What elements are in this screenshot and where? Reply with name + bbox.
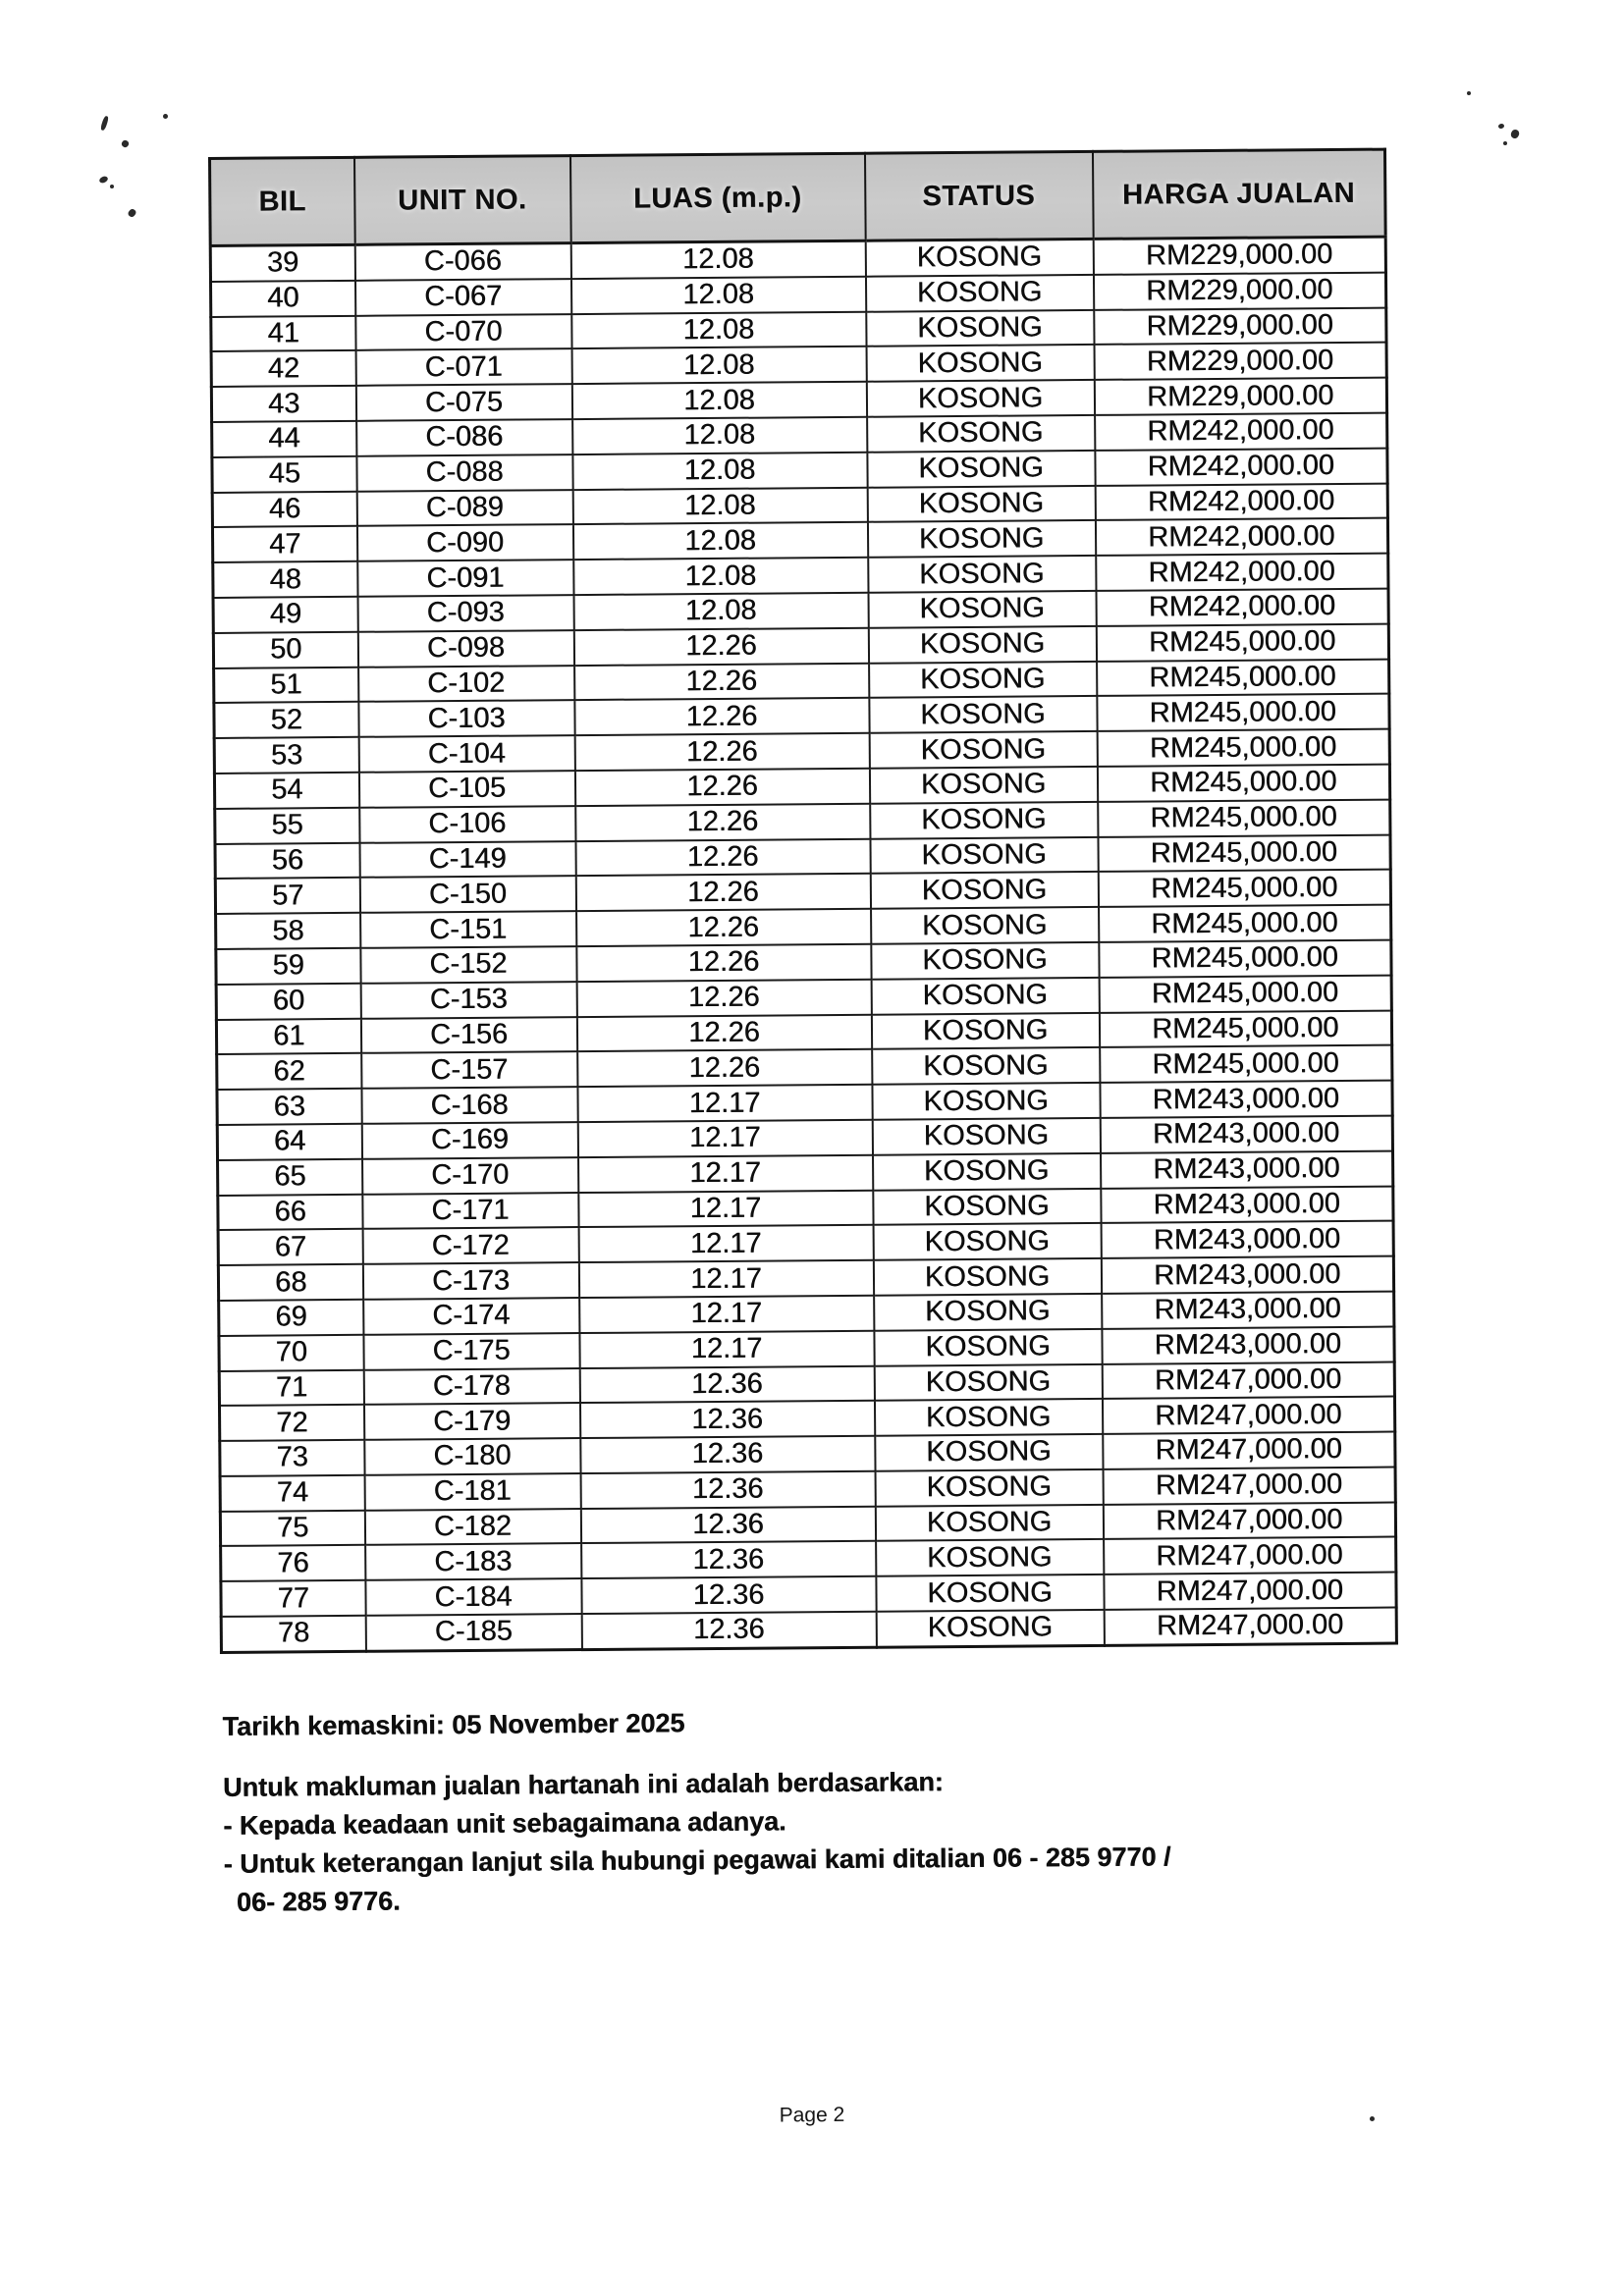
cell-unit-no: C-151 bbox=[360, 911, 576, 948]
cell-unit-no: C-104 bbox=[358, 735, 574, 773]
cell-luas-mp: 12.36 bbox=[580, 1471, 875, 1509]
cell-status: KOSONG bbox=[871, 907, 1099, 944]
cell-unit-no: C-152 bbox=[360, 946, 576, 984]
cell-unit-no: C-184 bbox=[365, 1578, 581, 1616]
cell-unit-no: C-091 bbox=[357, 560, 573, 597]
column-header-harga-jualan: HARGA JUALAN bbox=[1092, 149, 1385, 239]
cell-luas-mp: 12.36 bbox=[580, 1436, 875, 1473]
cell-luas-mp: 12.26 bbox=[576, 979, 871, 1016]
cell-unit-no: C-150 bbox=[359, 876, 575, 913]
note-condition: - Kepada keadaan unit sebagaimana adanya. bbox=[223, 1806, 786, 1841]
info-heading: Untuk makluman jualan hartanah ini adalah berdasarkan: bbox=[222, 1767, 944, 1802]
cell-harga-jualan: RM245,000.00 bbox=[1099, 975, 1391, 1012]
scan-speck bbox=[1503, 141, 1507, 145]
scan-speck bbox=[127, 208, 137, 219]
cell-luas-mp: 12.26 bbox=[576, 1014, 871, 1051]
cell-status: KOSONG bbox=[872, 1118, 1100, 1155]
cell-status: KOSONG bbox=[874, 1399, 1102, 1436]
cell-bil: 42 bbox=[211, 350, 355, 387]
scan-speck bbox=[98, 175, 109, 184]
cell-status: KOSONG bbox=[865, 239, 1093, 276]
cell-luas-mp: 12.08 bbox=[571, 382, 866, 419]
cell-unit-no: C-093 bbox=[357, 595, 573, 632]
cell-unit-no: C-170 bbox=[362, 1157, 578, 1195]
cell-bil: 75 bbox=[220, 1510, 364, 1546]
cell-harga-jualan: RM247,000.00 bbox=[1102, 1362, 1394, 1399]
cell-harga-jualan: RM247,000.00 bbox=[1103, 1432, 1395, 1469]
cell-unit-no: C-102 bbox=[358, 666, 574, 703]
cell-status: KOSONG bbox=[867, 520, 1095, 558]
cell-luas-mp: 12.36 bbox=[579, 1365, 874, 1403]
cell-unit-no: C-172 bbox=[362, 1227, 578, 1264]
cell-unit-no: C-174 bbox=[363, 1298, 579, 1335]
cell-harga-jualan: RM245,000.00 bbox=[1099, 905, 1391, 942]
scan-speck bbox=[1509, 129, 1520, 140]
cell-harga-jualan: RM229,000.00 bbox=[1094, 343, 1386, 380]
cell-harga-jualan: RM245,000.00 bbox=[1098, 870, 1390, 907]
cell-harga-jualan: RM245,000.00 bbox=[1098, 834, 1390, 872]
column-header-unit-no: UNIT NO. bbox=[354, 156, 571, 245]
cell-status: KOSONG bbox=[874, 1294, 1102, 1331]
cell-bil: 64 bbox=[217, 1124, 361, 1160]
cell-harga-jualan: RM243,000.00 bbox=[1101, 1221, 1393, 1258]
cell-bil: 58 bbox=[216, 913, 360, 949]
cell-status: KOSONG bbox=[869, 767, 1097, 804]
note-contact-phone: 06- 285 9776. bbox=[236, 1886, 401, 1917]
cell-status: KOSONG bbox=[866, 310, 1094, 347]
cell-status: KOSONG bbox=[869, 731, 1097, 769]
cell-harga-jualan: RM243,000.00 bbox=[1101, 1186, 1393, 1223]
cell-luas-mp: 12.17 bbox=[578, 1154, 873, 1192]
cell-unit-no: C-089 bbox=[356, 490, 572, 527]
cell-luas-mp: 12.17 bbox=[579, 1330, 874, 1367]
cell-bil: 73 bbox=[220, 1440, 364, 1476]
cell-bil: 57 bbox=[215, 878, 359, 914]
cell-bil: 48 bbox=[213, 561, 357, 598]
cell-bil: 66 bbox=[218, 1194, 362, 1230]
cell-status: KOSONG bbox=[868, 556, 1096, 593]
cell-harga-jualan: RM247,000.00 bbox=[1103, 1467, 1395, 1504]
cell-bil: 62 bbox=[217, 1053, 361, 1090]
cell-bil: 49 bbox=[213, 597, 357, 633]
cell-harga-jualan: RM229,000.00 bbox=[1094, 378, 1386, 415]
cell-harga-jualan: RM247,000.00 bbox=[1104, 1573, 1396, 1610]
cell-unit-no: C-086 bbox=[356, 419, 572, 456]
cell-luas-mp: 12.36 bbox=[579, 1401, 874, 1438]
cell-bil: 59 bbox=[216, 948, 360, 985]
cell-luas-mp: 12.08 bbox=[572, 522, 867, 560]
cell-luas-mp: 12.08 bbox=[570, 240, 865, 279]
scan-speck bbox=[100, 116, 109, 132]
cell-luas-mp: 12.26 bbox=[574, 698, 869, 735]
cell-unit-no: C-153 bbox=[360, 982, 576, 1019]
cell-status: KOSONG bbox=[874, 1329, 1102, 1366]
cell-harga-jualan: RM247,000.00 bbox=[1104, 1608, 1396, 1646]
cell-status: KOSONG bbox=[871, 978, 1099, 1015]
cell-luas-mp: 12.17 bbox=[578, 1260, 873, 1298]
scan-speck bbox=[110, 185, 114, 188]
cell-luas-mp: 12.26 bbox=[577, 1049, 872, 1087]
cell-harga-jualan: RM243,000.00 bbox=[1100, 1150, 1392, 1188]
column-header-luas-mp: LUAS (m.p.) bbox=[570, 153, 866, 242]
cell-harga-jualan: RM229,000.00 bbox=[1094, 307, 1386, 345]
cell-bil: 55 bbox=[215, 808, 359, 844]
cell-harga-jualan: RM245,000.00 bbox=[1097, 729, 1389, 767]
cell-harga-jualan: RM245,000.00 bbox=[1097, 765, 1389, 802]
cell-luas-mp: 12.17 bbox=[578, 1225, 873, 1262]
cell-harga-jualan: RM229,000.00 bbox=[1093, 272, 1385, 309]
sales-info-block bbox=[223, 1759, 1451, 1922]
cell-harga-jualan: RM242,000.00 bbox=[1095, 483, 1387, 520]
cell-status: KOSONG bbox=[876, 1610, 1104, 1647]
cell-harga-jualan: RM245,000.00 bbox=[1097, 694, 1389, 731]
cell-unit-no: C-157 bbox=[361, 1051, 577, 1089]
cell-unit-no: C-183 bbox=[365, 1544, 581, 1581]
cell-luas-mp: 12.26 bbox=[575, 838, 870, 876]
cell-bil: 41 bbox=[211, 315, 355, 351]
column-header-status: STATUS bbox=[864, 151, 1093, 240]
cell-unit-no: C-075 bbox=[355, 384, 571, 421]
cell-bil: 68 bbox=[218, 1264, 362, 1301]
cell-bil: 52 bbox=[214, 702, 358, 738]
scan-speck bbox=[1467, 91, 1471, 95]
cell-harga-jualan: RM245,000.00 bbox=[1100, 1045, 1392, 1083]
cell-status: KOSONG bbox=[873, 1223, 1101, 1260]
cell-status: KOSONG bbox=[872, 1083, 1100, 1120]
cell-bil: 40 bbox=[210, 281, 354, 317]
cell-luas-mp: 12.17 bbox=[579, 1296, 874, 1333]
cell-status: KOSONG bbox=[865, 275, 1093, 312]
cell-bil: 61 bbox=[216, 1018, 360, 1054]
cell-unit-no: C-067 bbox=[354, 279, 570, 316]
cell-status: KOSONG bbox=[868, 591, 1096, 628]
page-number: Page 2 bbox=[779, 2103, 845, 2127]
price-list-table bbox=[208, 148, 1398, 1654]
cell-unit-no: C-070 bbox=[355, 314, 571, 351]
cell-luas-mp: 12.36 bbox=[581, 1576, 876, 1614]
cell-harga-jualan: RM247,000.00 bbox=[1102, 1397, 1394, 1434]
cell-status: KOSONG bbox=[875, 1505, 1103, 1542]
cell-status: KOSONG bbox=[867, 485, 1095, 522]
cell-status: KOSONG bbox=[869, 661, 1097, 698]
cell-unit-no: C-181 bbox=[364, 1473, 580, 1511]
cell-unit-no: C-105 bbox=[358, 771, 574, 808]
cell-unit-no: C-179 bbox=[363, 1403, 579, 1440]
cell-bil: 74 bbox=[220, 1475, 364, 1512]
cell-bil: 56 bbox=[215, 842, 359, 879]
cell-status: KOSONG bbox=[868, 626, 1096, 664]
cell-status: KOSONG bbox=[867, 415, 1095, 453]
cell-unit-no: C-180 bbox=[364, 1438, 580, 1475]
cell-status: KOSONG bbox=[875, 1434, 1103, 1471]
cell-luas-mp: 12.26 bbox=[575, 803, 870, 840]
cell-harga-jualan: RM245,000.00 bbox=[1099, 1010, 1391, 1047]
cell-luas-mp: 12.36 bbox=[581, 1541, 876, 1578]
cell-harga-jualan: RM245,000.00 bbox=[1098, 799, 1390, 836]
cell-unit-no: C-175 bbox=[363, 1333, 579, 1370]
table-body bbox=[210, 237, 1396, 1652]
cell-bil: 50 bbox=[213, 632, 357, 668]
cell-unit-no: C-088 bbox=[356, 454, 572, 492]
cell-luas-mp: 12.08 bbox=[573, 558, 868, 595]
cell-bil: 47 bbox=[212, 526, 356, 562]
cell-luas-mp: 12.26 bbox=[576, 909, 871, 946]
cell-harga-jualan: RM242,000.00 bbox=[1096, 554, 1388, 591]
cell-harga-jualan: RM243,000.00 bbox=[1100, 1081, 1392, 1118]
cell-unit-no: C-185 bbox=[365, 1614, 581, 1651]
cell-luas-mp: 12.17 bbox=[578, 1190, 873, 1227]
cell-bil: 45 bbox=[212, 456, 356, 493]
cell-bil: 78 bbox=[221, 1616, 365, 1652]
cell-status: KOSONG bbox=[876, 1539, 1104, 1576]
cell-bil: 72 bbox=[219, 1405, 363, 1441]
cell-bil: 65 bbox=[218, 1159, 362, 1196]
cell-harga-jualan: RM245,000.00 bbox=[1096, 623, 1388, 661]
cell-unit-no: C-171 bbox=[362, 1193, 578, 1230]
cell-luas-mp: 12.36 bbox=[580, 1506, 875, 1543]
cell-bil: 54 bbox=[214, 773, 358, 809]
cell-bil: 46 bbox=[212, 491, 356, 527]
cell-luas-mp: 12.26 bbox=[576, 944, 871, 982]
cell-luas-mp: 12.26 bbox=[574, 663, 869, 700]
cell-harga-jualan: RM245,000.00 bbox=[1099, 939, 1391, 977]
cell-harga-jualan: RM242,000.00 bbox=[1095, 448, 1387, 485]
cell-bil: 44 bbox=[212, 421, 356, 457]
cell-unit-no: C-071 bbox=[355, 348, 571, 386]
cell-unit-no: C-066 bbox=[354, 243, 570, 281]
cell-harga-jualan: RM243,000.00 bbox=[1100, 1115, 1392, 1152]
cell-bil: 70 bbox=[219, 1334, 363, 1370]
cell-harga-jualan: RM229,000.00 bbox=[1093, 237, 1385, 275]
cell-status: KOSONG bbox=[871, 1012, 1099, 1049]
cell-luas-mp: 12.26 bbox=[575, 874, 870, 911]
cell-luas-mp: 12.08 bbox=[572, 453, 867, 490]
cell-unit-no: C-182 bbox=[364, 1509, 580, 1546]
cell-unit-no: C-173 bbox=[362, 1262, 578, 1300]
cell-unit-no: C-178 bbox=[363, 1368, 579, 1406]
cell-unit-no: C-156 bbox=[360, 1017, 576, 1054]
cell-harga-jualan: RM247,000.00 bbox=[1104, 1537, 1396, 1575]
cell-harga-jualan: RM243,000.00 bbox=[1101, 1256, 1393, 1294]
cell-status: KOSONG bbox=[873, 1258, 1101, 1296]
cell-status: KOSONG bbox=[874, 1363, 1102, 1401]
cell-status: KOSONG bbox=[875, 1469, 1103, 1507]
document-content bbox=[208, 147, 1412, 2217]
cell-bil: 67 bbox=[218, 1229, 362, 1265]
cell-luas-mp: 12.08 bbox=[571, 311, 866, 348]
cell-status: KOSONG bbox=[869, 696, 1097, 733]
cell-bil: 43 bbox=[211, 386, 355, 422]
cell-harga-jualan: RM243,000.00 bbox=[1102, 1326, 1394, 1363]
table-header bbox=[210, 149, 1386, 245]
cell-unit-no: C-169 bbox=[361, 1122, 577, 1159]
cell-luas-mp: 12.17 bbox=[577, 1120, 872, 1157]
cell-status: KOSONG bbox=[866, 345, 1094, 382]
cell-bil: 63 bbox=[217, 1089, 361, 1125]
cell-harga-jualan: RM243,000.00 bbox=[1102, 1291, 1394, 1328]
cell-luas-mp: 12.08 bbox=[570, 277, 865, 314]
cell-luas-mp: 12.26 bbox=[573, 628, 868, 666]
cell-harga-jualan: RM242,000.00 bbox=[1095, 413, 1387, 451]
cell-status: KOSONG bbox=[866, 380, 1094, 417]
note-contact: - Untuk keterangan lanjut sila hubungi pegawai kami ditalian 06 - 285 9770 / bbox=[223, 1842, 1171, 1879]
cell-luas-mp: 12.08 bbox=[571, 347, 866, 384]
cell-bil: 71 bbox=[219, 1369, 363, 1406]
cell-status: KOSONG bbox=[872, 1047, 1100, 1085]
updated-date-line: Tarikh kemaskini: 05 November 2025 bbox=[222, 1708, 685, 1741]
cell-luas-mp: 12.36 bbox=[581, 1612, 876, 1650]
cell-luas-mp: 12.26 bbox=[574, 733, 869, 771]
cell-bil: 51 bbox=[214, 667, 358, 703]
cell-unit-no: C-149 bbox=[359, 841, 575, 879]
cell-status: KOSONG bbox=[876, 1575, 1104, 1612]
cell-bil: 69 bbox=[219, 1300, 363, 1336]
cell-bil: 53 bbox=[214, 737, 358, 774]
cell-unit-no: C-168 bbox=[361, 1087, 577, 1124]
cell-status: KOSONG bbox=[867, 451, 1095, 488]
cell-luas-mp: 12.26 bbox=[574, 769, 869, 806]
column-header-bil: BIL bbox=[210, 157, 355, 245]
cell-status: KOSONG bbox=[870, 872, 1098, 909]
cell-unit-no: C-103 bbox=[358, 700, 574, 737]
cell-bil: 77 bbox=[221, 1580, 365, 1617]
cell-unit-no: C-098 bbox=[357, 630, 573, 667]
cell-bil: 39 bbox=[210, 244, 354, 281]
cell-status: KOSONG bbox=[871, 942, 1099, 980]
cell-luas-mp: 12.08 bbox=[572, 487, 867, 524]
cell-luas-mp: 12.17 bbox=[577, 1085, 872, 1122]
cell-unit-no: C-106 bbox=[359, 806, 575, 843]
cell-bil: 60 bbox=[216, 984, 360, 1020]
cell-status: KOSONG bbox=[873, 1153, 1101, 1191]
cell-unit-no: C-090 bbox=[356, 524, 572, 561]
table-header-row bbox=[210, 149, 1386, 245]
cell-harga-jualan: RM247,000.00 bbox=[1103, 1502, 1395, 1539]
cell-harga-jualan: RM242,000.00 bbox=[1095, 518, 1387, 556]
cell-status: KOSONG bbox=[870, 802, 1098, 839]
cell-luas-mp: 12.08 bbox=[572, 417, 867, 454]
cell-status: KOSONG bbox=[870, 836, 1098, 874]
scan-speck bbox=[163, 114, 168, 119]
cell-harga-jualan: RM242,000.00 bbox=[1096, 589, 1388, 626]
cell-status: KOSONG bbox=[873, 1188, 1101, 1225]
cell-bil: 76 bbox=[221, 1545, 365, 1581]
cell-harga-jualan: RM245,000.00 bbox=[1097, 659, 1389, 696]
cell-luas-mp: 12.08 bbox=[573, 593, 868, 630]
scan-speck bbox=[121, 139, 131, 149]
scan-speck bbox=[1497, 123, 1504, 129]
